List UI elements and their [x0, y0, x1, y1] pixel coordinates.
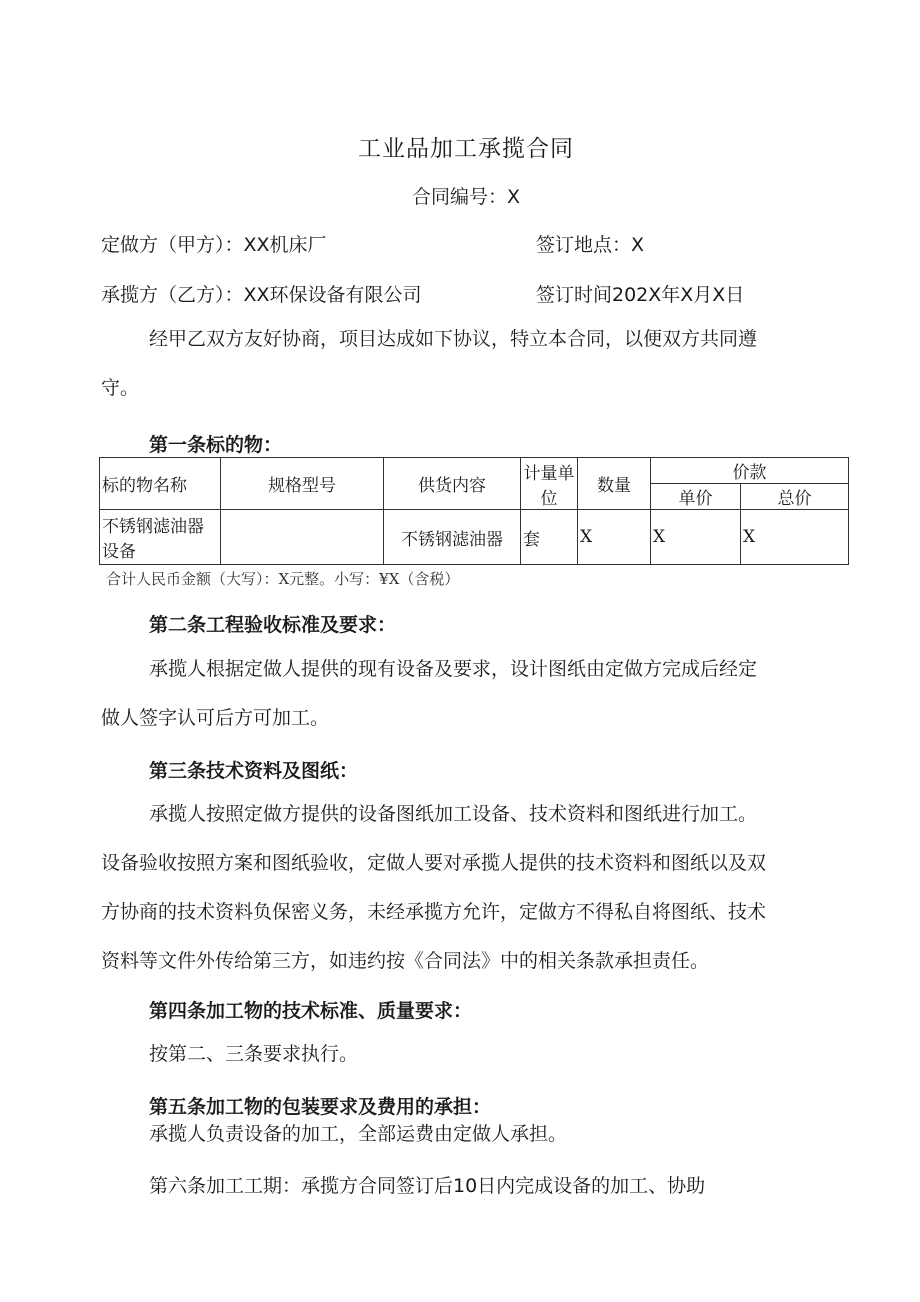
article-5-line-1: 承揽人负责设备的加工，全部运费由定做人承担。: [149, 1123, 568, 1145]
article-3-line-3: 方协商的技术资料负保密义务，未经承揽方允许，定做方不得私自将图纸、技术: [101, 901, 767, 923]
table-row: [100, 510, 849, 565]
cell-unit-price: X: [651, 510, 741, 565]
article-5-heading: 第五条加工物的包装要求及费用的承担：: [149, 1096, 492, 1118]
cell-content: 不锈钢滤油器: [384, 510, 521, 565]
party-b: 承揽方（乙方）：XX环保设备有限公司: [101, 284, 422, 306]
header-qty: 数量: [578, 458, 651, 510]
article-1-heading: 第一条标的物：: [149, 434, 283, 456]
header-content: 供货内容: [384, 458, 521, 510]
sign-time: 签订时间202X年X月X日: [536, 284, 745, 306]
article-3-heading: 第三条技术资料及图纸：: [149, 760, 359, 782]
article-2-heading: 第二条工程验收标准及要求：: [149, 614, 397, 636]
article-6-line-1: 第六条加工工期：承揽方合同签订后10日内完成设备的加工、协助: [149, 1175, 706, 1197]
header-total-price: 总价: [741, 484, 849, 510]
article-4-heading: 第四条加工物的技术标准、质量要求：: [149, 1000, 473, 1022]
cell-name-line-1: 不锈钢滤油器: [102, 517, 204, 537]
items-table: [99, 457, 849, 565]
article-3-line-1: 承揽人按照定做方提供的设备图纸加工设备、技术资料和图纸进行加工。: [149, 803, 758, 825]
header-unit-price: 单价: [651, 484, 741, 510]
table-header-row: [100, 458, 849, 484]
article-3-line-2: 设备验收按照方案和图纸验收，定做人要对承揽人提供的技术资料和图纸以及双: [101, 852, 767, 874]
article-3-line-4: 资料等文件外传给第三方，如违约按《合同法》中的相关条款承担责任。: [101, 950, 710, 972]
sign-place: 签订地点：X: [536, 234, 645, 256]
cell-name: [100, 510, 221, 565]
document-title: 工业品加工承揽合同: [358, 136, 574, 162]
header-unit-line-1: 计量单: [523, 463, 575, 484]
header-name: 标的物名称: [100, 458, 221, 510]
header-unit: [521, 458, 578, 510]
cell-name-line-2: 设备: [102, 542, 136, 562]
header-spec: 规格型号: [221, 458, 384, 510]
cell-spec: [221, 510, 384, 565]
cell-unit: 套: [521, 510, 578, 565]
intro-line-2: 守。: [101, 377, 140, 399]
article-2-line-2: 做人签字认可后方可加工。: [101, 707, 330, 729]
contract-number: 合同编号：X: [411, 186, 521, 208]
cell-total-price: X: [741, 510, 849, 565]
article-2-line-1: 承揽人根据定做人提供的现有设备及要求，设计图纸由定做方完成后经定: [149, 658, 758, 680]
article-4-line-1: 按第二、三条要求执行。: [149, 1043, 359, 1065]
intro-line-1: 经甲乙双方友好协商，项目达成如下协议，特立本合同，以便双方共同遵: [149, 328, 758, 350]
cell-qty: X: [578, 510, 651, 565]
header-unit-line-2: 位: [540, 488, 558, 509]
header-price: 价款: [651, 458, 849, 484]
total-amount: 合计人民币金额（大写）：X元整。小写：¥X（含税）: [106, 570, 460, 588]
party-a: 定做方（甲方）：XX机床厂: [101, 234, 327, 256]
